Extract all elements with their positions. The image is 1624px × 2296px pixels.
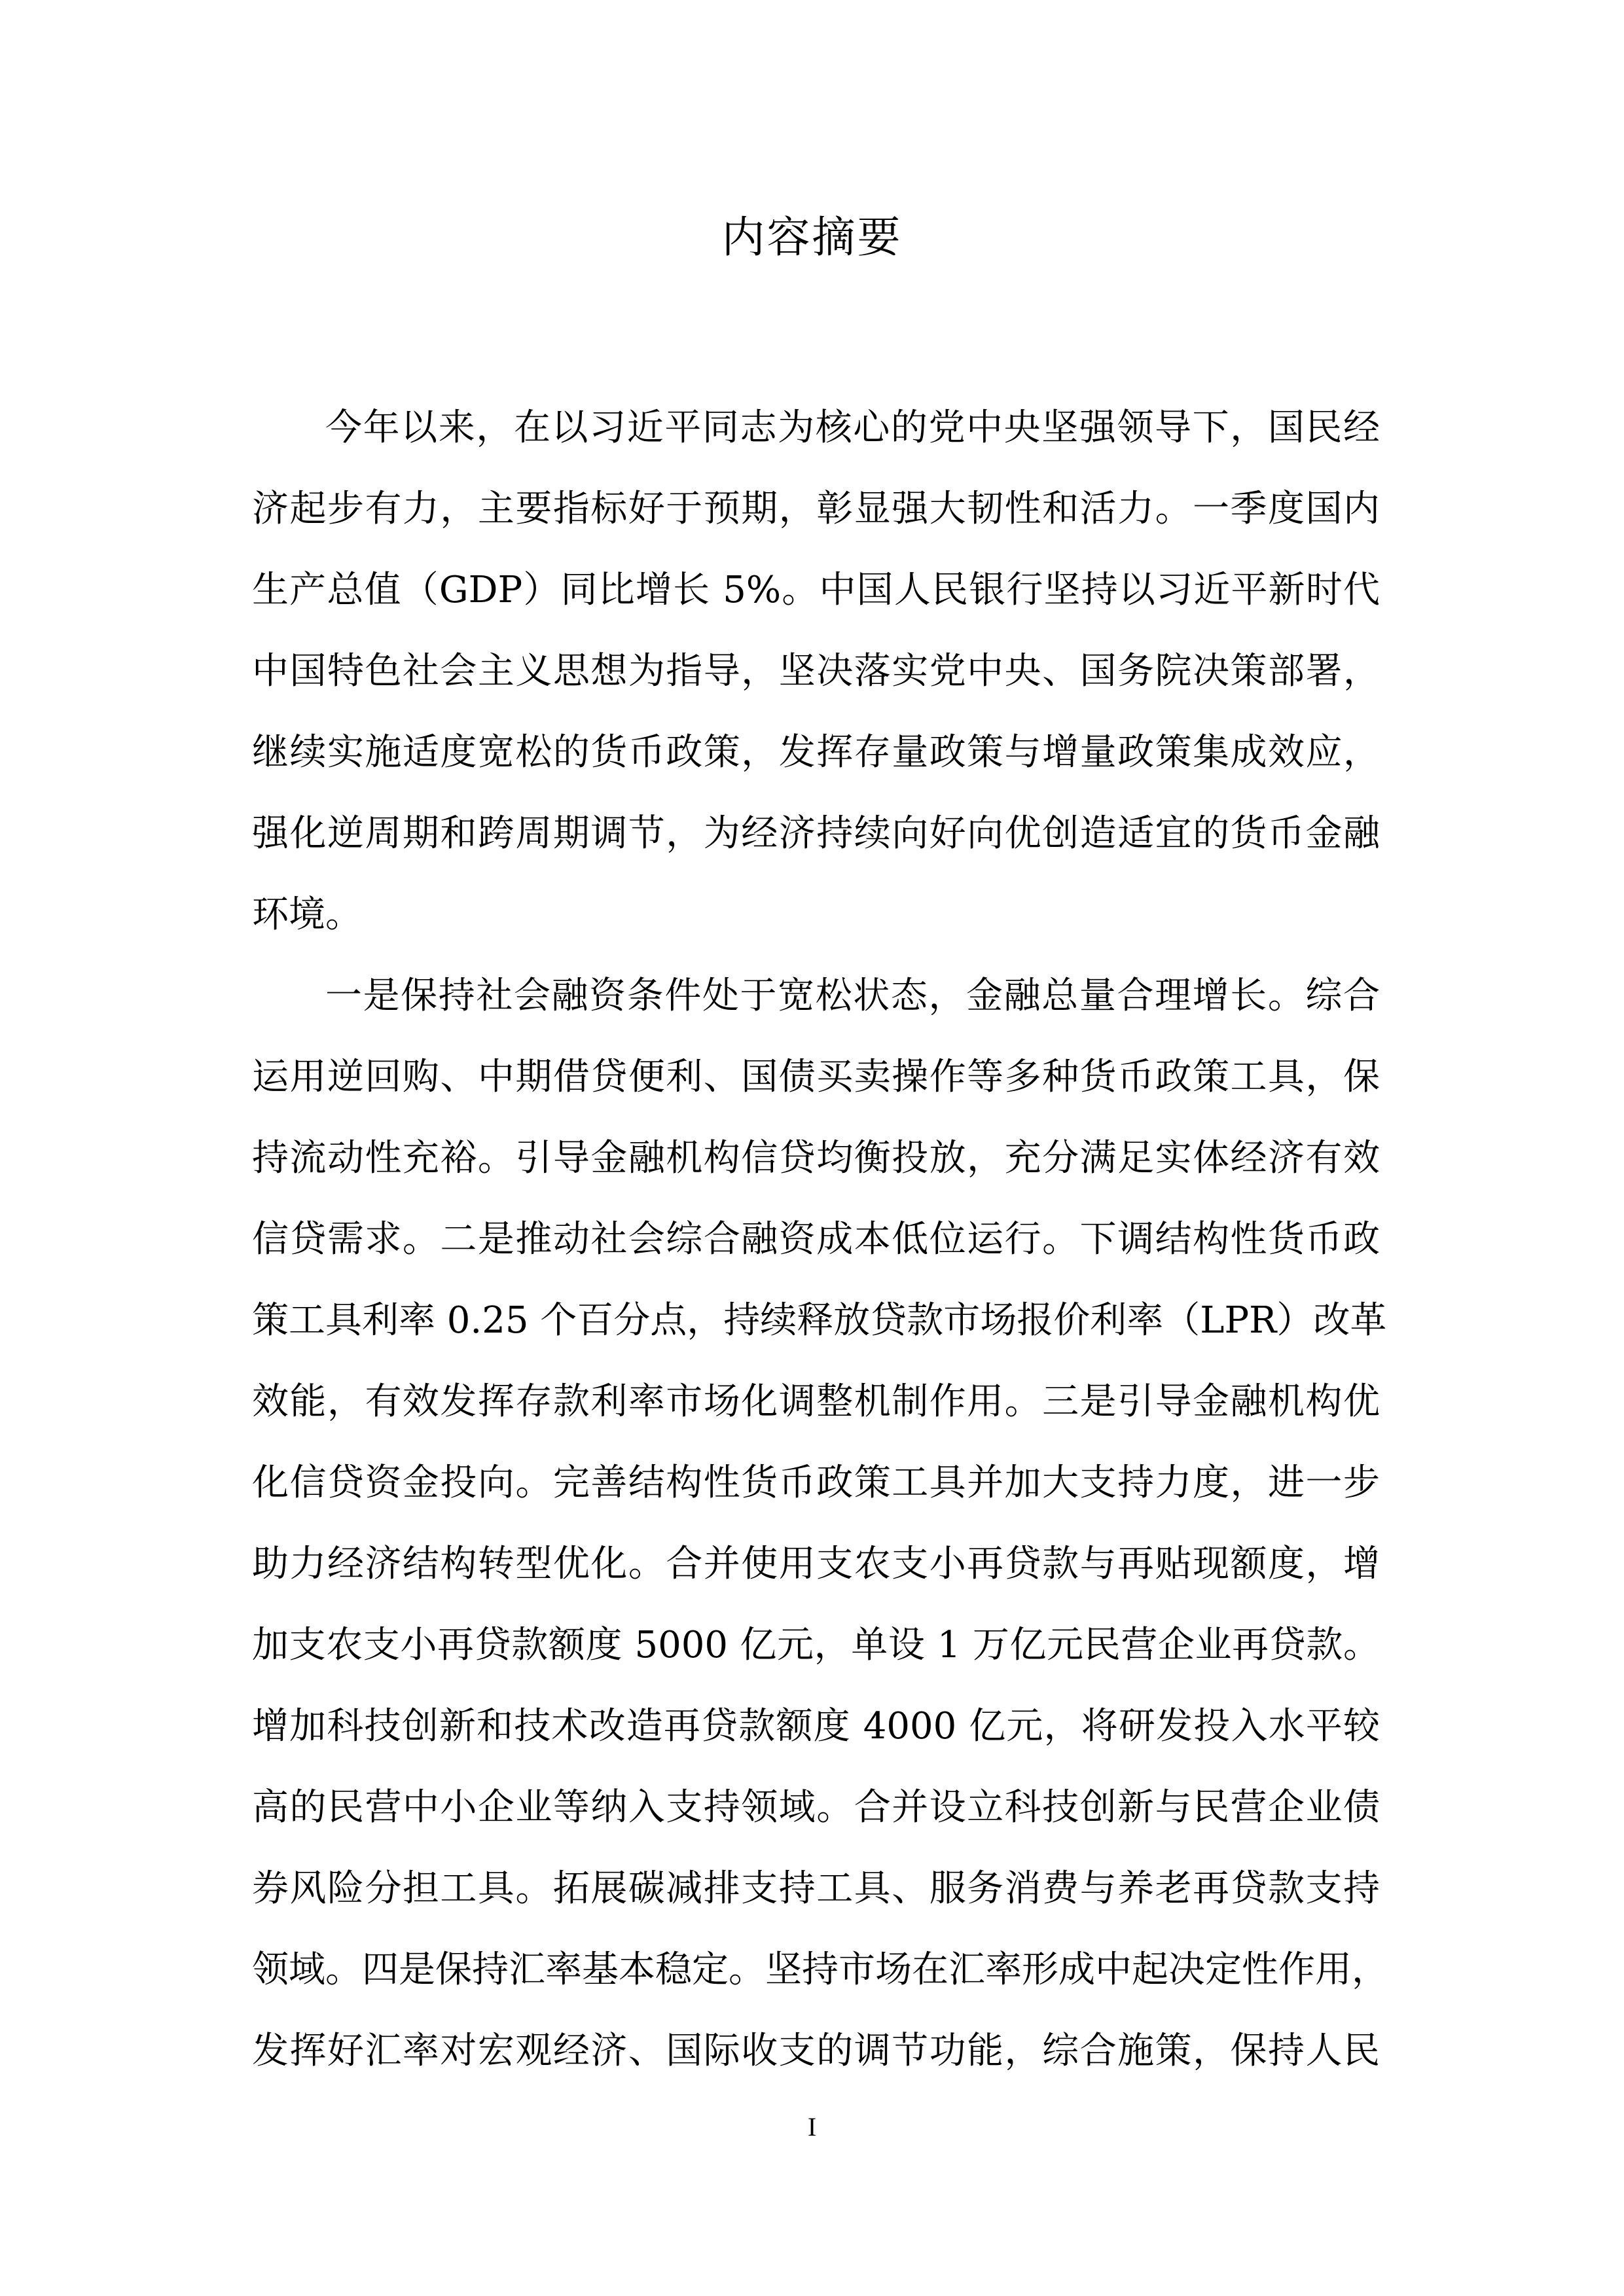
paragraph-2-line-7: 化信贷资金投向。完善结构性货币政策工具并加大支持力度，进一步 <box>252 1462 1380 1504</box>
paragraph-2-line-14: 发挥好汇率对宏观经济、国际收支的调节功能，综合施策，保持人民 <box>252 2030 1380 2072</box>
paragraph-1-line-2: 济起步有力，主要指标好于预期，彰显强大韧性和活力。一季度国内 <box>252 488 1380 530</box>
paragraph-1-line-7: 环境。 <box>252 893 362 936</box>
paragraph-1-line-3: 生产总值（GDP）同比增长 5%。中国人民银行坚持以习近平新时代 <box>252 569 1380 611</box>
paragraph-2-line-13: 领域。四是保持汇率基本稳定。坚持市场在汇率形成中起决定性作用， <box>252 1948 1388 1991</box>
paragraph-2-line-11: 高的民营中小企业等纳入支持领域。合并设立科技创新与民营企业债 <box>252 1786 1380 1829</box>
paragraph-2-line-3: 持流动性充裕。引导金融机构信贷均衡投放，充分满足实体经济有效 <box>252 1137 1380 1179</box>
paragraph-2-line-12: 券风险分担工具。拓展碳减排支持工具、服务消费与养老再贷款支持 <box>252 1867 1380 1910</box>
page-title: 内容摘要 <box>721 212 903 262</box>
paragraph-2-line-2: 运用逆回购、中期借贷便利、国债买卖操作等多种货币政策工具，保 <box>252 1056 1380 1098</box>
page-number: I <box>807 2112 817 2142</box>
paragraph-2-line-8: 助力经济结构转型优化。合并使用支农支小再贷款与再贴现额度，增 <box>252 1543 1380 1585</box>
paragraph-2-line-10: 增加科技创新和技术改造再贷款额度 4000 亿元，将研发投入水平较 <box>252 1705 1380 1748</box>
paragraph-1-line-1: 今年以来，在以习近平同志为核心的党中央坚强领导下，国民经 <box>325 406 1380 449</box>
paragraph-1-line-6: 强化逆周期和跨周期调节，为经济持续向好向优创造适宜的货币金融 <box>252 812 1380 855</box>
paragraph-2-line-4: 信贷需求。二是推动社会综合融资成本低位运行。下调结构性货币政 <box>252 1218 1380 1261</box>
paragraph-2-line-6: 效能，有效发挥存款利率市场化调整机制作用。三是引导金融机构优 <box>252 1380 1380 1423</box>
paragraph-2-line-9: 加支农支小再贷款额度 5000 亿元，单设 1 万亿元民营企业再贷款。 <box>252 1624 1380 1666</box>
paragraph-2-line-5: 策工具利率 0.25 个百分点，持续释放贷款市场报价利率（LPR）改革 <box>252 1299 1387 1342</box>
paragraph-2-line-1: 一是保持社会融资条件处于宽松状态，金融总量合理增长。综合 <box>325 975 1380 1017</box>
paragraph-1-line-4: 中国特色社会主义思想为指导，坚决落实党中央、国务院决策部署， <box>252 650 1380 692</box>
paragraph-1-line-5: 继续实施适度宽松的货币政策，发挥存量政策与增量政策集成效应， <box>252 731 1380 774</box>
